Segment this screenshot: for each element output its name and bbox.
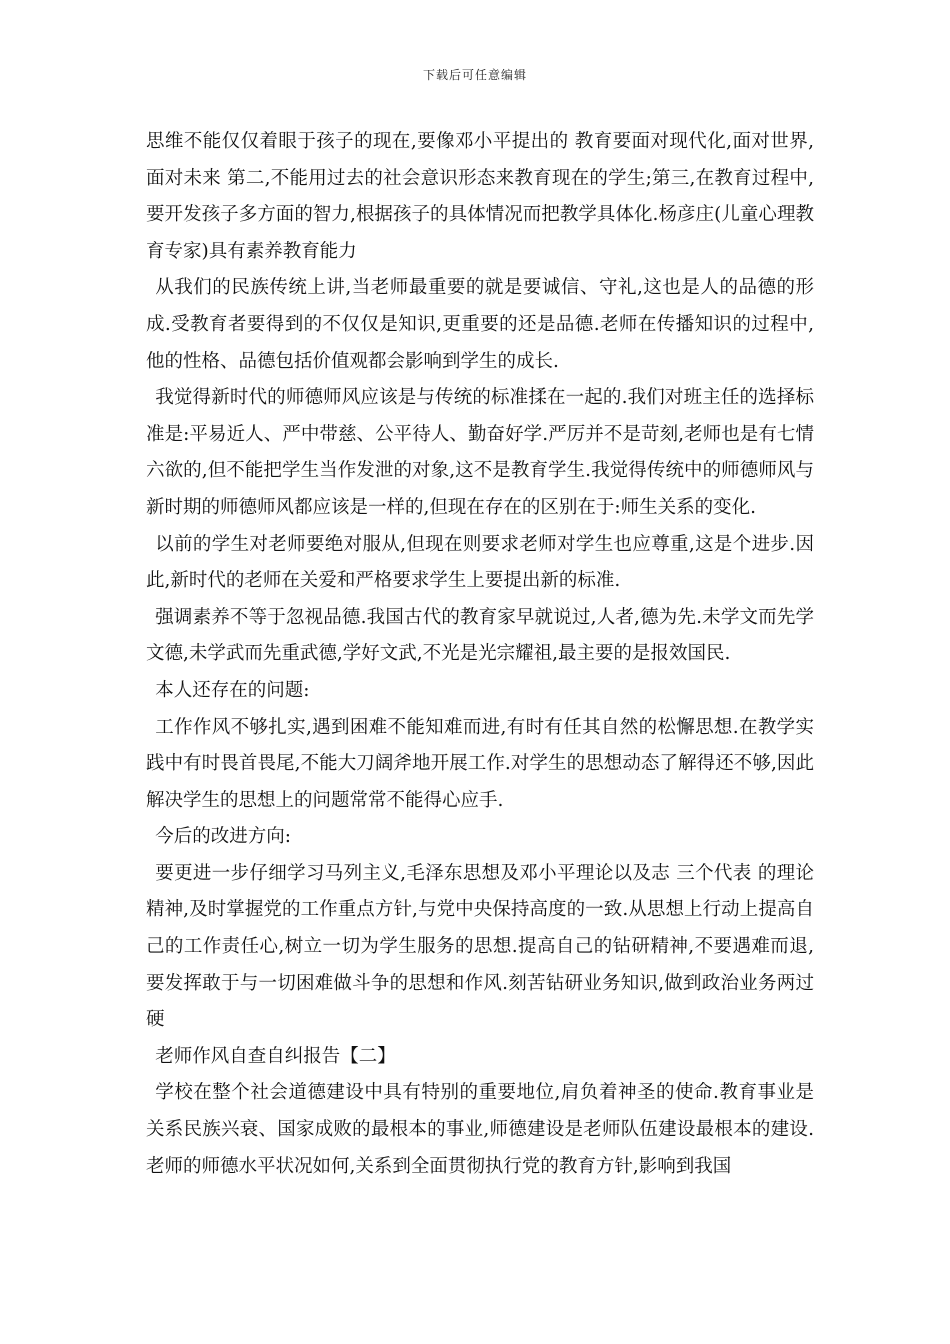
paragraph-1: 思维不能仅仅着眼于孩子的现在,要像邓小平提出的 教育要面对现代化,面对世界,面对未来 第二,不能用过去的社会意识形态来教育现在的学生;第三,在教育过程中,要开发孩子多方面的智力,根据孩子的具体情况而把教学具体化.杨彦庄(儿童心理教育专家)具有素养教育能力 bbox=[146, 131, 814, 262]
paragraph-11: 学校在整个社会道德建设中具有特别的重要地位,肩负着神圣的使命.教育事业是关系民族兴衰、国家成败的最根本的事业,师德建设是老师队伍建设最根本的建设.老师的师德水平状况如何,关系到全面贯彻执行党的教育方针,影响到我国 bbox=[146, 1082, 814, 1177]
paragraph-5: 强调素养不等于忽视品德.我国古代的教育家早就说过,人者,德为先.未学文而先学文德,未学武而先重武德,学好文武,不光是光宗耀祖,最主要的是报效国民. bbox=[146, 606, 814, 665]
section-heading-problems: 本人还存在的问题: bbox=[155, 679, 310, 701]
paragraph-4: 以前的学生对老师要绝对服从,但现在则要求老师对学生也应尊重,这是个进步.因此,新时代的老师在关爱和严格要求学生上要提出新的标准. bbox=[146, 533, 814, 592]
report-title-two: 老师作风自查自纠报告【二】 bbox=[155, 1045, 396, 1067]
section-heading-improvements: 今后的改进方向: bbox=[155, 826, 291, 848]
paragraph-3: 我觉得新时代的师德师风应该是与传统的标准揉在一起的.我们对班主任的选择标准是:平易近人、严中带慈、公平待人、勤奋好学.严厉并不是苛刻,老师也是有七情六欲的,但不能把学生当作发泄的对象,这不是教育学生.我觉得传统中的师德师风与新时期的师德师风都应该是一样的,但现在存在的区别在于:师生关系的变化. bbox=[146, 387, 814, 518]
document-body bbox=[146, 124, 814, 1185]
paragraph-9: 要更进一步仔细学习马列主义,毛泽东思想及邓小平理论以及志 三个代表 的理论精神,及时掌握党的工作重点方针,与党中央保持高度的一致.从思想上行动上提高自己的工作责任心,树立一切为学生服务的思想.提高自己的钻研精神,不要遇难而退,要发挥敢于与一切困难做斗争的思想和作风.刻苦钻研业务知识,做到政治业务两过硬 bbox=[146, 862, 814, 1031]
paragraph-2: 从我们的民族传统上讲,当老师最重要的就是要诚信、守礼,这也是人的品德的形成.受教育者要得到的不仅仅是知识,更重要的还是品德.老师在传播知识的过程中,他的性格、品德包括价值观都会影响到学生的成长. bbox=[146, 277, 814, 372]
page-header: 下载后可任意编辑 bbox=[422, 68, 527, 82]
paragraph-7: 工作作风不够扎实,遇到困难不能知难而进,有时有任其自然的松懈思想.在教学实践中有时畏首畏尾,不能大刀阔斧地开展工作.对学生的思想动态了解得还不够,因此解决学生的思想上的问题常常不能得心应手. bbox=[146, 716, 814, 811]
